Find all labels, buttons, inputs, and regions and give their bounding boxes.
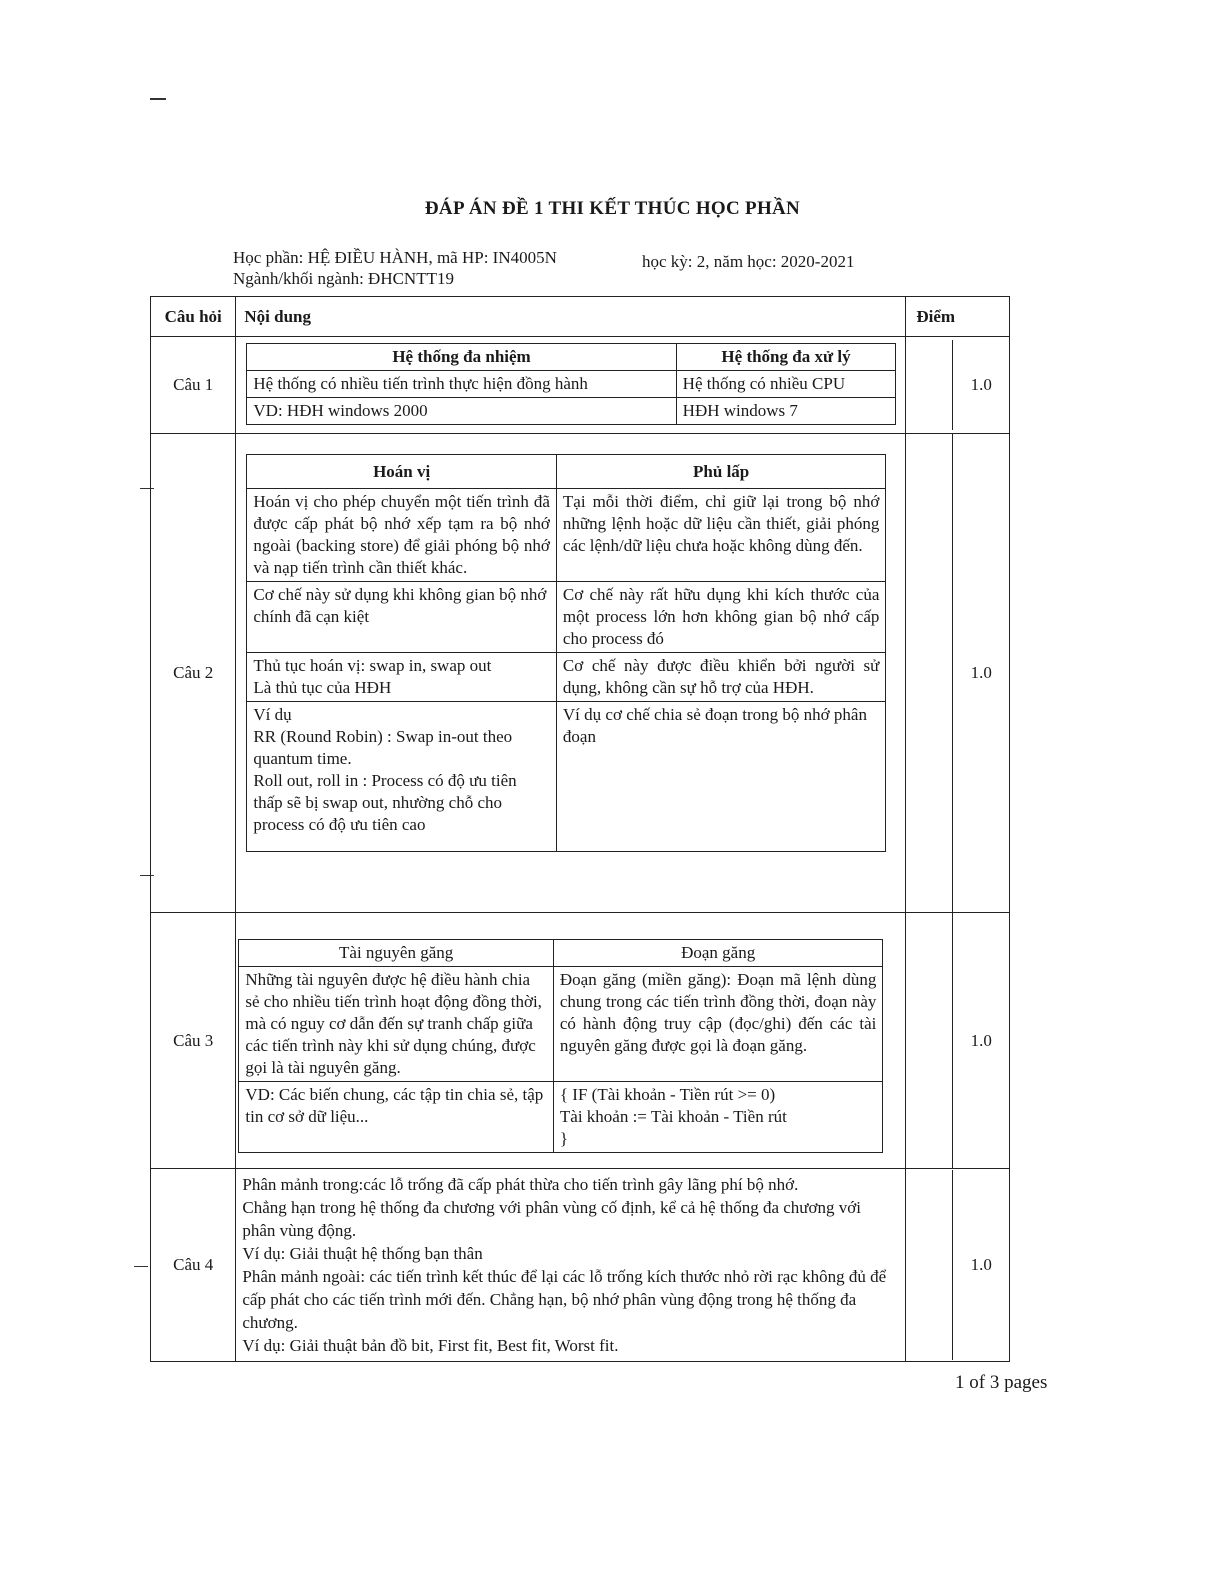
q1-cell: HĐH windows 7 [676, 398, 896, 425]
q3-table [238, 939, 883, 1153]
q2-cell: Hoán vị cho phép chuyển một tiến trình đã được cấp phát bộ nhớ xếp tạm ra bộ nhớ ngoài (backing store) để giải phóng bộ nhớ và nạp tiến trình cần thiết khác. [247, 489, 557, 582]
q2-cell: Cơ chế này được điều khiển bởi người sử dụng, không cần sự hỗ trợ của HĐH. [556, 653, 885, 702]
question-row-1 [151, 337, 1010, 434]
q2-col2-header: Phủ lấp [556, 455, 885, 489]
question-label-4: Câu 4 [151, 1169, 236, 1362]
q3-cell: VD: Các biến chung, các tập tin chia sẻ, tập tin cơ sở dữ liệu... [239, 1082, 554, 1153]
document-title: ĐÁP ÁN ĐỀ 1 THI KẾT THÚC HỌC PHẦN [424, 198, 801, 219]
q3-col1-header: Tài nguyên găng [239, 940, 554, 967]
q2-cell: Ví dụ cơ chế chia sẻ đoạn trong bộ nhớ phân đoạn [556, 702, 885, 852]
scan-mark [150, 98, 166, 100]
question-label-2: Câu 2 [151, 434, 236, 913]
q2-cell: Thủ tục hoán vị: swap in, swap out Là thủ tục của HĐH [247, 653, 557, 702]
q4-content: Phân mảnh trong:các lỗ trống đã cấp phát thừa cho tiến trình gây lãng phí bộ nhớ. Chẳng hạn trong hệ thống đa chương với phân vùng cố định, kể cả hệ thống đa chương với phân vùng động. Ví dụ: Giải thuật hệ thống bạn thân Phân mảnh ngoài: các tiến trình kết thúc để lại các lỗ trống kích thước nhỏ rời rạc không đủ để cấp phát cho các tiến trình mới đến. Chẳng hạn, bộ nhớ phân vùng động trong hệ thống đa chương. Ví dụ: Giải thuật bản đồ bit, First fit, Best fit, Worst fit. [236, 1169, 906, 1362]
q1-col2-header: Hệ thống đa xử lý [676, 344, 896, 371]
course-info: Học phần: HỆ ĐIỀU HÀNH, mã HP: IN4005N [233, 248, 557, 267]
question-label-3: Câu 3 [151, 913, 236, 1169]
answer-table [150, 296, 1010, 1362]
q2-cell: Tại mỗi thời điểm, chỉ giữ lại trong bộ nhớ những lệnh hoặc dữ liệu cần thiết, giải phóng các lệnh/dữ liệu chưa hoặc không dùng đến. [556, 489, 885, 582]
semester-info: học kỳ: 2, năm học: 2020-2021 [642, 252, 855, 271]
q2-cell: Ví dụ RR (Round Robin) : Swap in-out theo quantum time. Roll out, roll in : Process có độ ưu tiên thấp sẽ bị swap out, nhường chỗ cho process có độ ưu tiên cao [247, 702, 557, 852]
header-question: Câu hỏi [151, 297, 236, 337]
q2-table [246, 454, 886, 852]
q1-cell: Hệ thống có nhiều CPU [676, 371, 896, 398]
header-content: Nội dung [236, 297, 906, 337]
q1-col1-header: Hệ thống đa nhiệm [247, 344, 676, 371]
page-number: 1 of 3 pages [955, 1372, 1048, 1393]
question-row-4 [151, 1169, 1010, 1362]
q2-cell: Cơ chế này rất hữu dụng khi kích thước của một process lớn hơn không gian bộ nhớ cấp cho process đó [556, 582, 885, 653]
score-4: 1.0 [970, 1255, 992, 1274]
q3-cell: { IF (Tài khoản - Tiền rút >= 0) Tài khoản := Tài khoản - Tiền rút } [553, 1082, 883, 1153]
question-row-3 [151, 913, 1010, 1169]
score-2: 1.0 [970, 663, 992, 682]
q1-table [246, 343, 896, 425]
header-row [151, 297, 1010, 337]
question-label-1: Câu 1 [151, 337, 236, 434]
q1-cell: Hệ thống có nhiều tiến trình thực hiện đồng hành [247, 371, 676, 398]
q3-cell: Những tài nguyên được hệ điều hành chia sẻ cho nhiều tiến trình hoạt động đồng thời, mà có nguy cơ dẫn đến sự tranh chấp giữa các tiến trình này khi sử dụng chúng, được gọi là tài nguyên găng. [239, 967, 554, 1082]
q1-cell: VD: HĐH windows 2000 [247, 398, 676, 425]
score-1: 1.0 [970, 375, 992, 394]
major-info: Ngành/khối ngành: ĐHCNTT19 [233, 269, 454, 288]
header-score: Điểm [906, 297, 1010, 337]
question-row-2 [151, 434, 1010, 913]
score-3: 1.0 [970, 1030, 992, 1050]
q3-cell: Đoạn găng (miền găng): Đoạn mã lệnh dùng chung trong các tiến trình đồng thời, đoạn này có hành động truy cập (đọc/ghi) đến các tài nguyên găng được gọi là đoạn găng. [553, 967, 883, 1082]
q2-cell: Cơ chế này sử dụng khi không gian bộ nhớ chính đã cạn kiệt [247, 582, 557, 653]
q2-col1-header: Hoán vị [247, 455, 557, 489]
scan-mark [134, 1266, 148, 1267]
q3-col2-header: Đoạn găng [553, 940, 883, 967]
